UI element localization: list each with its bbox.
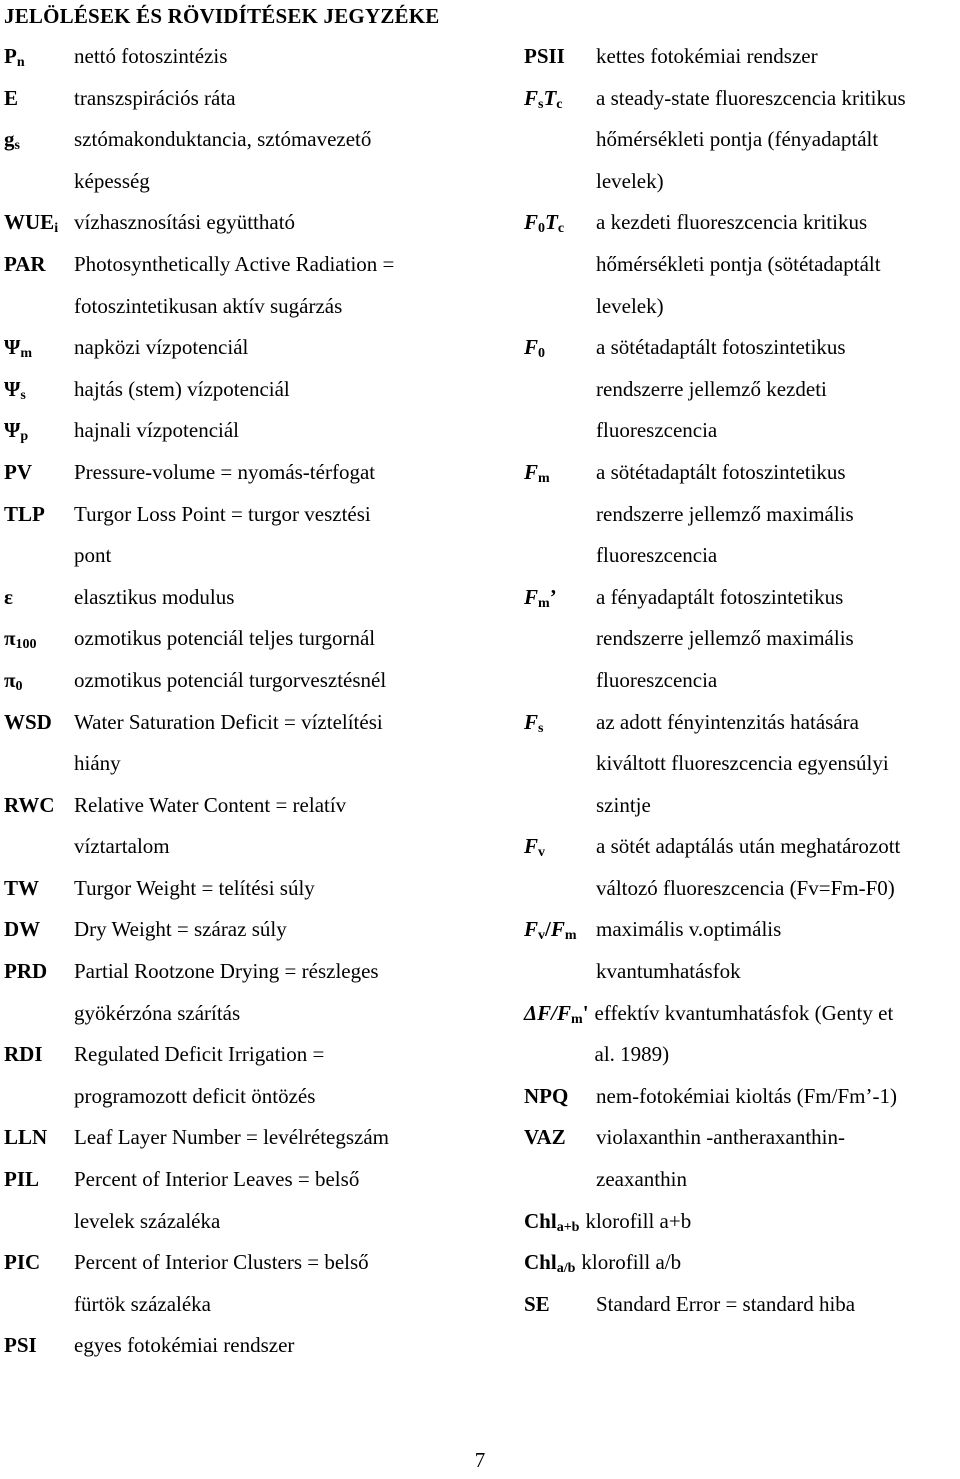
abbreviation-symbol: $\Psi_m$ [4,335,33,362]
abbreviation-description: Regulated Deficit Irrigation = programozott deficit öntözés [74,1042,325,1108]
abbreviation-symbol: Chl$_{a/b}$ [524,1250,576,1277]
abbreviation-symbol: PIL [4,1167,40,1192]
abbreviation-symbol: $F_v$ [524,834,546,861]
abbreviation-description: Pressure-volume = nyomás-térfogat [74,459,376,484]
abbreviation-description: maximális v.optimális kvantumhatásfok [596,917,782,984]
abbreviation-description: sztómakonduktancia, sztómavezető képesség [74,127,372,193]
abbreviation-description: vízhasznosítási együttható [74,210,296,235]
abbreviation-entry [4,78,504,120]
abbreviation-description: egyes fotokémiai rendszer [74,1333,295,1358]
abbreviation-description: nettó fotoszintézis [74,44,228,68]
abbreviation-description: a kezdeti fluoreszcencia kritikus hőmérsékleti pontja (sötétadaptált levelek) [596,210,881,318]
abbreviation-symbol: ε [4,584,13,609]
abbreviation-description: Turgor Weight = telítési súly [74,875,315,900]
abbreviation-description: Photosynthetically Active Radiation = fotoszintetikusan aktív sugárzás [74,251,395,318]
abbreviation-entry [524,452,960,577]
abbreviation-symbol: WSD [4,709,52,734]
abbreviation-description: Water Saturation Deficit = víztelítési hiány [74,709,383,776]
abbreviation-symbol: $F_m$’ [524,584,557,611]
abbreviation-entry [4,36,504,78]
abbreviation-symbol: LLN [4,1125,48,1150]
abbreviation-symbol: TLP [4,501,45,526]
abbreviation-symbol: $P_n$ [4,44,25,70]
abbreviation-description: a fényadaptált fotoszintetikus rendszerre jellemző maximális fluoreszcencia [596,584,854,692]
abbreviation-symbol: PIC [4,1250,41,1275]
abbreviation-description: klorofill a/b [581,1250,682,1275]
abbreviation-entry [524,327,960,452]
abbreviation-symbol: $\Psi_p$ [4,418,29,445]
abbreviation-description: a sötétadaptált fotoszintetikus rendszerre jellemző kezdeti fluoreszcencia [596,335,846,443]
abbreviation-description: klorofill a+b [585,1208,692,1233]
abbreviation-entry [4,577,504,619]
abbreviation-entry [4,202,504,244]
abbreviation-entry [4,244,504,327]
abbreviation-entry [524,909,960,992]
abbreviation-symbol: RDI [4,1042,43,1067]
abbreviation-description: Turgor Loss Point = turgor vesztési pont [74,501,371,568]
abbreviation-entry [4,119,504,202]
abbreviation-entry [524,78,960,203]
abbreviation-description: az adott fényintenzitás hatására kiváltott fluoreszcencia egyensúlyi szintje [596,709,889,817]
page-number: 7 [474,1448,486,1472]
abbreviation-list-left [4,36,504,1367]
abbreviation-symbol: NPQ [524,1083,569,1108]
abbreviation-entry [524,1242,960,1284]
abbreviation-symbol: $\Delta F/F_m'$ [524,1000,589,1027]
abbreviation-description: effektív kvantumhatásfok (Genty et al. 1989) [594,1000,894,1067]
abbreviation-description: hajnali vízpotenciál [74,418,240,443]
abbreviation-description: Dry Weight = száraz súly [74,917,287,942]
abbreviation-entry [524,202,960,327]
abbreviation-symbol: $F_v/F_m$ [524,917,577,944]
abbreviation-symbol: E [4,85,19,110]
abbreviation-description: hajtás (stem) vízpotenciál [74,376,290,401]
abbreviation-symbol: $F_0T_c$ [524,210,565,237]
abbreviation-symbol: PAR [4,251,46,276]
abbreviation-symbol: TW [4,875,40,900]
abbreviation-entry [4,1159,504,1242]
abbreviation-entry [4,1325,504,1367]
abbreviation-description: elasztikus modulus [74,584,235,609]
abbreviation-description: ozmotikus potenciál teljes turgornál [74,626,376,651]
abbreviation-symbol: SE [524,1291,550,1316]
abbreviation-entry [524,1201,960,1243]
page-title: JELÖLÉSEK ÉS RÖVIDÍTÉSEK JEGYZÉKE [4,4,440,28]
abbreviation-entry [524,702,960,827]
abbreviation-symbol: PV [4,459,32,484]
abbreviation-symbol: $F_s$ [524,709,544,736]
abbreviation-symbol: $F_sT_c$ [524,85,563,112]
abbreviation-symbol: $\pi_{100}$ [4,626,37,653]
abbreviation-description: a steady-state fluoreszcencia kritikus hőmérsékleti pontja (fényadaptált levelek) [596,85,906,193]
abbreviation-entry [4,1034,504,1117]
abbreviation-list-right [524,36,960,1325]
abbreviation-entry [4,868,504,910]
abbreviation-description: Standard Error = standard hiba [596,1291,856,1316]
abbreviation-entry [4,1242,504,1325]
abbreviation-description: Percent of Interior Leaves = belső levelek százaléka [74,1167,360,1233]
abbreviation-symbol: PSI [4,1333,37,1358]
abbreviation-entry [4,660,504,702]
abbreviation-symbol: PRD [4,959,48,984]
abbreviation-description: kettes fotokémiai rendszer [596,44,818,68]
abbreviation-entry [524,1076,960,1118]
abbreviation-description: Percent of Interior Clusters = belső fürtök százaléka [74,1250,369,1316]
abbreviation-symbol: $\pi_0$ [4,667,23,694]
abbreviation-entry [4,618,504,660]
abbreviation-description: a sötétadaptált fotoszintetikus rendszerre jellemző maximális fluoreszcencia [596,459,854,568]
abbreviation-entry [524,36,960,78]
abbreviation-symbol: DW [4,917,41,942]
abbreviation-entry [4,369,504,411]
abbreviation-symbol: $F_m$ [524,459,550,486]
abbreviation-symbol: $F_0$ [524,335,546,362]
abbreviation-entry [524,1117,960,1200]
abbreviation-description: a sötét adaptálás után meghatározott változó fluoreszcencia (Fv=Fm-F0) [596,834,901,900]
abbreviation-entry [524,577,960,702]
abbreviation-description: nem-fotokémiai kioltás (Fm/Fm’-1) [596,1083,897,1108]
abbreviation-symbol: RWC [4,792,55,817]
abbreviation-description: transzspirációs ráta [74,85,236,110]
abbreviation-description: Relative Water Content = relatív víztartalom [74,792,347,859]
abbreviation-entry [4,494,504,577]
abbreviation-symbol: $g_s$ [4,127,20,154]
abbreviation-entry [4,1117,504,1159]
abbreviation-entry [4,785,504,868]
abbreviation-description: Leaf Layer Number = levélrétegszám [74,1125,390,1150]
abbreviation-description: napközi vízpotenciál [74,335,249,360]
abbreviation-entry [4,951,504,1034]
abbreviation-symbol: PSII [524,44,565,68]
abbreviation-description: violaxanthin -antheraxanthin- zeaxanthin [596,1125,845,1192]
abbreviation-description: Partial Rootzone Drying = részleges gyökérzóna szárítás [74,959,379,1025]
abbreviation-entry [4,909,504,951]
abbreviation-entry [4,327,504,369]
abbreviation-symbol: $\Psi_s$ [4,376,26,403]
abbreviation-entry [4,410,504,452]
abbreviation-entry [524,1284,960,1326]
abbreviation-entry [524,993,960,1076]
abbreviation-entry [4,452,504,494]
abbreviation-symbol: VAZ [524,1125,566,1150]
abbreviation-symbol: Chl$_{a+b}$ [524,1208,580,1235]
abbreviation-description: ozmotikus potenciál turgorvesztésnél [74,667,387,692]
abbreviation-symbol: $WUE_i$ [4,210,59,237]
abbreviation-entry [4,702,504,785]
abbreviation-entry [524,826,960,909]
